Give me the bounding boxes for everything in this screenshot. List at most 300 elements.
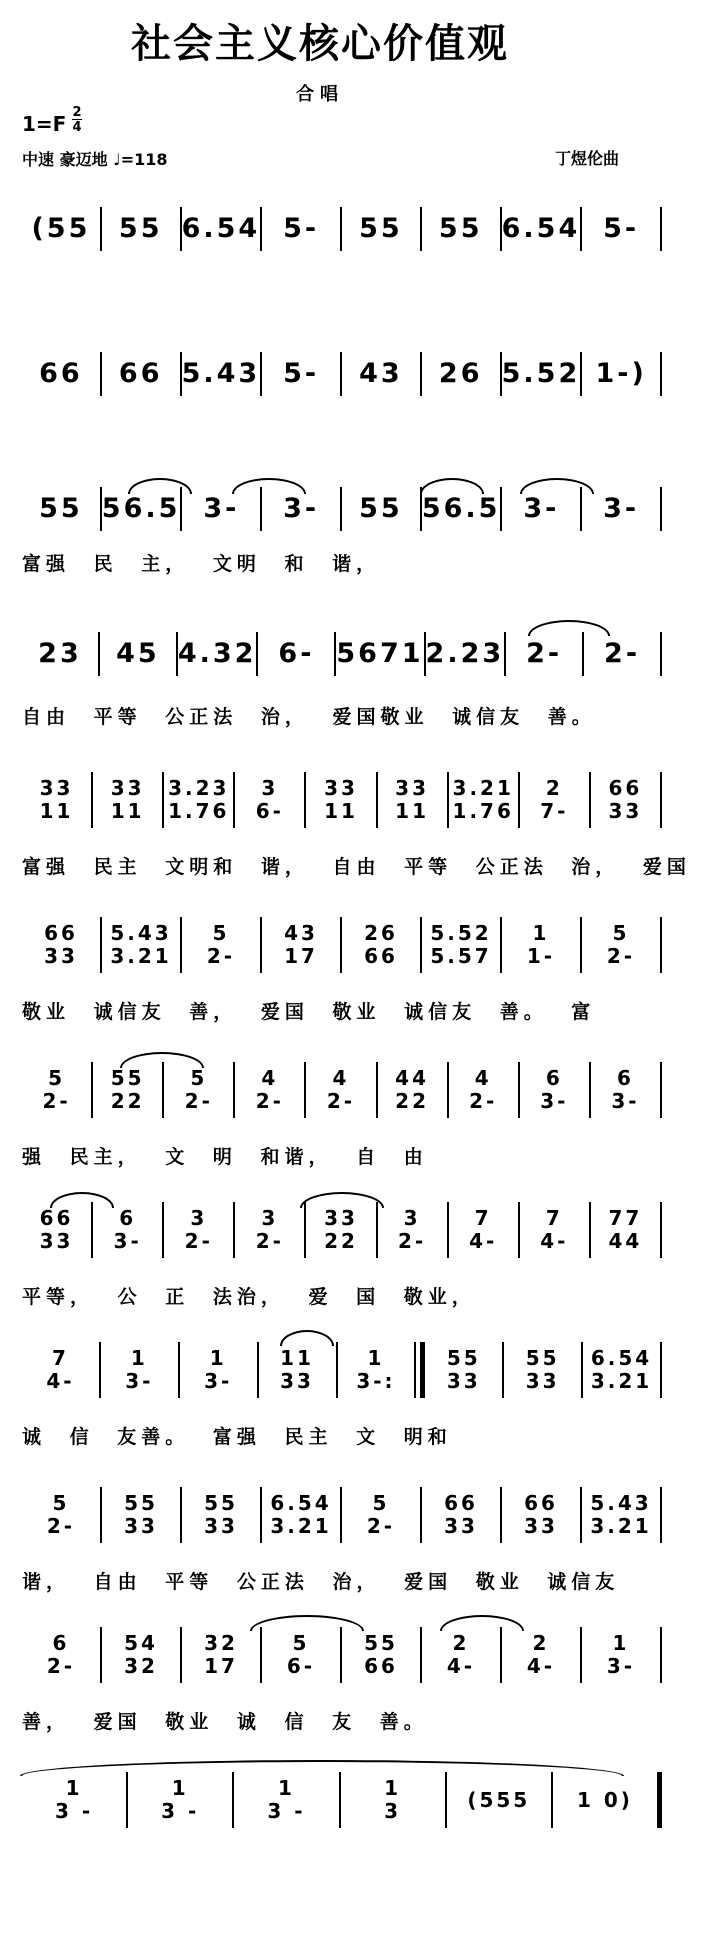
lower-voice-notes: 11 <box>395 799 430 823</box>
upper-voice-notes: 55 <box>204 1491 238 1515</box>
lower-voice-notes: 3- <box>540 1089 569 1113</box>
lower-voice-notes: 2- <box>46 1654 76 1678</box>
upper-voice-notes: 7 <box>51 1346 69 1370</box>
barline <box>660 352 662 396</box>
lower-voice-notes: 3.21 <box>110 944 172 968</box>
upper-voice-notes: 1 <box>171 1776 189 1800</box>
measure <box>422 213 500 244</box>
measure <box>502 493 580 524</box>
measure <box>336 638 424 669</box>
measure <box>553 1789 657 1812</box>
lower-voice-notes: 17 <box>284 944 318 968</box>
measure <box>501 213 581 244</box>
measure <box>182 1492 260 1538</box>
lower-voice-notes: 66 <box>364 1654 398 1678</box>
lower-voice-notes: 2- <box>397 1229 427 1253</box>
measure <box>102 358 180 389</box>
lower-voice-notes: 11 <box>110 799 145 823</box>
measure <box>338 1347 415 1393</box>
measure <box>182 922 260 968</box>
notation-line <box>22 915 662 975</box>
lower-voice-notes: 33 <box>44 944 78 968</box>
upper-voice-notes: 3- <box>603 493 640 524</box>
lyric-line: 强 民主， 文 明 和谐， 自 由 <box>22 1146 428 1168</box>
barline <box>660 487 662 531</box>
upper-voice-notes: 6 <box>52 1631 70 1655</box>
measure <box>22 1067 91 1113</box>
notation-line <box>22 1200 662 1260</box>
lyric-line: 平等， 公 正 法治， 爱 国 敬业， <box>22 1286 476 1308</box>
measure <box>101 493 181 524</box>
upper-voice-notes: 5 <box>612 921 630 945</box>
measure <box>582 1492 660 1538</box>
upper-voice-notes: 5 <box>52 1491 70 1515</box>
upper-voice-notes: 5.52 <box>430 921 492 945</box>
measure <box>102 1632 180 1678</box>
barline <box>660 632 662 676</box>
upper-voice-notes: 66 <box>524 1491 558 1515</box>
measure <box>22 358 100 389</box>
upper-voice-notes: 6 <box>545 1066 563 1090</box>
measure <box>504 1347 581 1393</box>
upper-voice-notes: 1 <box>384 1776 402 1800</box>
upper-voice-notes: 55 <box>118 213 163 244</box>
measure <box>93 777 162 823</box>
measure <box>306 1067 375 1113</box>
lower-voice-notes: 3 - <box>54 1799 94 1823</box>
lower-voice-notes: 2- <box>366 1514 396 1538</box>
notation-line <box>22 1625 662 1685</box>
upper-voice-notes: 5 <box>372 1491 390 1515</box>
measure <box>262 358 340 389</box>
upper-voice-notes: 55 <box>525 1346 560 1370</box>
upper-voice-notes: 3 <box>190 1206 208 1230</box>
notation-line <box>22 1770 662 1830</box>
slur-mark <box>128 478 192 494</box>
notation-line <box>22 350 662 398</box>
measure <box>341 1777 445 1823</box>
time-signature <box>72 106 82 134</box>
lower-voice-notes: 3 <box>384 1799 402 1823</box>
measure <box>164 1207 233 1253</box>
measure <box>422 922 500 968</box>
lower-voice-notes: 3 - <box>267 1799 306 1823</box>
barline <box>660 1627 662 1683</box>
upper-voice-notes: 5 <box>190 1066 208 1090</box>
barline <box>660 917 662 973</box>
measure <box>582 1632 660 1678</box>
lower-voice-notes: 4- <box>540 1229 569 1253</box>
lower-voice-notes: 4- <box>46 1369 75 1393</box>
upper-voice-notes: 6.54 <box>590 1346 653 1370</box>
barline <box>660 1487 662 1543</box>
upper-voice-notes: 5- <box>283 213 320 244</box>
measure <box>449 1067 518 1113</box>
upper-voice-notes: 3 <box>403 1206 421 1230</box>
lower-voice-notes: 2- <box>46 1514 76 1538</box>
measure <box>102 1492 180 1538</box>
upper-voice-notes: 5 <box>212 921 230 945</box>
upper-voice-notes: 3- <box>523 493 560 524</box>
upper-voice-notes: 5- <box>283 358 320 389</box>
lower-voice-notes: 66 <box>364 944 398 968</box>
lower-voice-notes: 4- <box>526 1654 556 1678</box>
upper-voice-notes: 7 <box>474 1206 492 1230</box>
upper-voice-notes: 77 <box>608 1206 643 1230</box>
upper-voice-notes: 55 <box>438 213 483 244</box>
lower-voice-notes: 3- <box>204 1369 233 1393</box>
measure <box>378 1067 447 1113</box>
lower-voice-notes: 11 <box>39 799 74 823</box>
measure <box>582 213 660 244</box>
upper-voice-notes: 6.54 <box>270 1491 332 1515</box>
barline <box>414 1342 425 1398</box>
lower-voice-notes: 6- <box>255 799 284 823</box>
measure <box>342 358 420 389</box>
measure <box>422 1492 500 1538</box>
upper-voice-notes: 1-) <box>595 358 647 389</box>
measure <box>262 1492 340 1538</box>
measure <box>378 777 447 823</box>
upper-voice-notes: 5 <box>292 1631 310 1655</box>
measure <box>502 922 580 968</box>
time-signature-numerator: 2 <box>72 105 82 120</box>
measure <box>235 777 304 823</box>
upper-voice-notes: 3 <box>261 776 279 800</box>
lower-voice-notes: 1- <box>526 944 556 968</box>
measure <box>421 493 501 524</box>
lower-voice-notes: 33 <box>524 1514 558 1538</box>
measure <box>22 1207 91 1253</box>
lower-voice-notes: 4- <box>446 1654 476 1678</box>
measure <box>582 922 660 968</box>
upper-voice-notes: 6 <box>616 1066 634 1090</box>
lower-voice-notes: 7- <box>540 799 569 823</box>
measure <box>591 777 660 823</box>
upper-voice-notes: 2 <box>545 776 563 800</box>
lyric-line: 敬业 诚信友 善， 爱国 敬业 诚信友 善。 富 <box>22 1001 596 1023</box>
lower-voice-notes: 1.76 <box>452 799 514 823</box>
measure <box>582 358 660 389</box>
lower-voice-notes: 3- <box>606 1654 636 1678</box>
upper-voice-notes: 33 <box>324 1206 358 1230</box>
upper-voice-notes: 1 <box>367 1346 385 1370</box>
upper-voice-notes: 6.54 <box>501 213 581 244</box>
slur-mark <box>50 1192 114 1208</box>
upper-voice-notes: 23 <box>38 638 82 669</box>
lower-voice-notes: 2- <box>42 1089 71 1113</box>
upper-voice-notes: 4 <box>332 1066 350 1090</box>
measure <box>582 493 660 524</box>
upper-voice-notes: 1 0) <box>576 1787 633 1812</box>
upper-voice-notes: 4 <box>261 1066 279 1090</box>
lower-voice-notes: 33 <box>280 1369 314 1393</box>
notation-line <box>22 1060 662 1120</box>
measure <box>180 1347 257 1393</box>
measure <box>584 638 660 669</box>
lower-voice-notes: 1.76 <box>168 799 230 823</box>
time-signature-denominator: 4 <box>72 120 82 135</box>
upper-voice-notes: 3- <box>203 493 240 524</box>
lower-voice-notes: 3.21 <box>590 1369 653 1393</box>
measure <box>22 638 98 669</box>
upper-voice-notes: 1 <box>532 921 550 945</box>
upper-voice-notes: 55 <box>124 1491 158 1515</box>
notation-line <box>22 205 662 253</box>
lower-voice-notes: 33 <box>204 1514 238 1538</box>
lower-voice-notes: 3-: <box>356 1369 396 1393</box>
upper-voice-notes: 5671 <box>336 638 424 669</box>
lower-voice-notes: 17 <box>204 1654 238 1678</box>
barline <box>660 207 662 251</box>
composer-credit: 丁煜伦曲 <box>555 149 620 168</box>
upper-voice-notes: (555 <box>467 1787 531 1812</box>
measure <box>262 493 340 524</box>
upper-voice-notes: 3- <box>283 493 320 524</box>
notation-line <box>22 1485 662 1545</box>
measure <box>449 1207 518 1253</box>
measure <box>506 638 582 669</box>
song-subtitle: 合唱 <box>296 84 344 105</box>
measure <box>22 1347 99 1393</box>
lyric-line: 诚 信 友善。 富强 民主 文 明和 <box>22 1426 452 1448</box>
notation-line <box>22 770 662 830</box>
slur-mark <box>528 620 610 636</box>
lower-voice-notes: 3- <box>113 1229 142 1253</box>
measure <box>306 777 375 823</box>
upper-voice-notes: 6.54 <box>181 213 261 244</box>
key-signature: 1=F <box>22 112 67 136</box>
lower-voice-notes: 33 <box>444 1514 478 1538</box>
measure <box>93 1207 162 1253</box>
measure <box>342 213 420 244</box>
measure <box>501 358 581 389</box>
slur-mark <box>232 478 306 494</box>
measure <box>22 213 100 244</box>
upper-voice-notes: 54 <box>124 1631 158 1655</box>
upper-voice-notes: 2- <box>604 638 641 669</box>
measure <box>262 922 340 968</box>
measure <box>128 1777 232 1823</box>
measure <box>22 1777 126 1823</box>
lower-voice-notes: 6- <box>286 1654 316 1678</box>
upper-voice-notes: 5.43 <box>110 921 172 945</box>
upper-voice-notes: 1 <box>209 1346 227 1370</box>
measure <box>449 777 518 823</box>
lower-voice-notes: 33 <box>608 799 643 823</box>
measure <box>102 213 180 244</box>
measure <box>520 777 589 823</box>
upper-voice-notes: 45 <box>116 638 160 669</box>
measure <box>22 493 100 524</box>
slur-mark <box>250 1615 364 1631</box>
slur-mark <box>300 1192 384 1208</box>
upper-voice-notes: 2- <box>526 638 563 669</box>
measure <box>342 493 420 524</box>
lower-voice-notes: 32 <box>124 1654 158 1678</box>
upper-voice-notes: 4 <box>474 1066 492 1090</box>
measure <box>425 1347 502 1393</box>
lower-voice-notes: 33 <box>39 1229 74 1253</box>
measure <box>502 1632 580 1678</box>
lower-voice-notes: 2- <box>255 1229 284 1253</box>
lower-voice-notes: 11 <box>324 799 358 823</box>
measure <box>258 638 334 669</box>
lyric-line: 善， 爱国 敬业 诚 信 友 善。 <box>22 1711 428 1733</box>
slur-mark <box>440 1615 524 1631</box>
upper-voice-notes: 55 <box>110 1066 145 1090</box>
slur-mark <box>420 478 484 494</box>
lower-voice-notes: 33 <box>446 1369 481 1393</box>
lower-voice-notes: 22 <box>324 1229 358 1253</box>
lower-voice-notes: 3 - <box>161 1799 200 1823</box>
measure <box>93 1067 162 1113</box>
measure <box>591 1207 660 1253</box>
slur-mark <box>520 478 594 494</box>
measure <box>22 922 100 968</box>
slur-mark <box>280 1330 334 1346</box>
upper-voice-notes: 66 <box>39 358 83 389</box>
upper-voice-notes: 4.32 <box>177 638 257 669</box>
lyric-line: 谐， 自由 平等 公正法 治， 爱国 敬业 诚信友 <box>22 1571 620 1593</box>
lower-voice-notes: 2- <box>326 1089 356 1113</box>
lower-voice-notes: 5.57 <box>430 944 492 968</box>
lower-voice-notes: 44 <box>608 1229 643 1253</box>
upper-voice-notes: 3.21 <box>452 776 514 800</box>
upper-voice-notes: 66 <box>608 776 643 800</box>
measure <box>342 922 420 968</box>
upper-voice-notes: 6- <box>278 638 315 669</box>
measure <box>22 1492 100 1538</box>
lyric-line: 富强 民主 文明和 谐， 自由 平等 公正法 治， 爱国 <box>22 856 691 878</box>
upper-voice-notes: 55 <box>359 213 403 244</box>
lower-voice-notes: 22 <box>395 1089 430 1113</box>
measure <box>520 1067 589 1113</box>
measure <box>22 1632 100 1678</box>
upper-voice-notes: 1 <box>65 1776 83 1800</box>
measure <box>100 638 176 669</box>
measure <box>342 1492 420 1538</box>
upper-voice-notes: 66 <box>39 1206 74 1230</box>
upper-voice-notes: 32 <box>204 1631 238 1655</box>
barline <box>657 1772 662 1828</box>
measure <box>102 922 180 968</box>
measure <box>262 1632 340 1678</box>
measure <box>181 213 261 244</box>
lower-voice-notes: 33 <box>525 1369 560 1393</box>
upper-voice-notes: 11 <box>280 1346 314 1370</box>
upper-voice-notes: 3 <box>261 1206 279 1230</box>
tempo-marking: 中速 豪迈地 ♩=118 <box>22 150 168 169</box>
upper-voice-notes: 66 <box>118 358 163 389</box>
measure <box>502 1492 580 1538</box>
lower-voice-notes: 33 <box>124 1514 158 1538</box>
upper-voice-notes: 2 <box>532 1631 550 1655</box>
measure <box>378 1207 447 1253</box>
upper-voice-notes: 55 <box>39 493 83 524</box>
upper-voice-notes: 43 <box>359 358 403 389</box>
upper-voice-notes: 3.23 <box>168 776 230 800</box>
measure <box>262 213 340 244</box>
upper-voice-notes: 5 <box>48 1066 66 1090</box>
upper-voice-notes: 66 <box>44 921 78 945</box>
upper-voice-notes: 1 <box>612 1631 630 1655</box>
notation-line <box>22 630 662 678</box>
measure <box>22 777 91 823</box>
measure <box>342 1632 420 1678</box>
upper-voice-notes: 5- <box>603 213 640 244</box>
upper-voice-notes: 1 <box>130 1346 148 1370</box>
upper-voice-notes: 1 <box>277 1776 295 1800</box>
measure <box>306 1207 375 1253</box>
lower-voice-notes: 3.21 <box>590 1514 652 1538</box>
measure <box>235 1207 304 1253</box>
upper-voice-notes: 33 <box>39 776 74 800</box>
upper-voice-notes: 56.5 <box>421 493 501 524</box>
song-title: 社会主义核心价值观 <box>131 20 509 67</box>
upper-voice-notes: 56.5 <box>101 493 181 524</box>
measure <box>422 358 500 389</box>
lower-voice-notes: 2- <box>206 944 236 968</box>
measure <box>520 1207 589 1253</box>
lower-voice-notes: 2- <box>184 1089 213 1113</box>
upper-voice-notes: 33 <box>324 776 358 800</box>
lyric-line: 自由 平等 公正法 治， 爱国敬业 诚信友 善。 <box>22 706 596 728</box>
upper-voice-notes: 55 <box>364 1631 398 1655</box>
upper-voice-notes: 43 <box>284 921 318 945</box>
upper-voice-notes: 5.43 <box>590 1491 652 1515</box>
lower-voice-notes: 22 <box>110 1089 145 1113</box>
barline <box>660 1062 662 1118</box>
lower-voice-notes: 4- <box>469 1229 498 1253</box>
measure <box>447 1789 551 1812</box>
upper-voice-notes: 55 <box>446 1346 481 1370</box>
lower-voice-notes: 2- <box>469 1089 498 1113</box>
measure <box>182 493 260 524</box>
measure <box>422 1632 500 1678</box>
lower-voice-notes: 3- <box>611 1089 640 1113</box>
lower-voice-notes: 2- <box>606 944 636 968</box>
measure <box>177 638 257 669</box>
upper-voice-notes: (55 <box>31 213 91 244</box>
lower-voice-notes: 3- <box>125 1369 154 1393</box>
upper-voice-notes: 33 <box>110 776 145 800</box>
measure <box>234 1777 338 1823</box>
upper-voice-notes: 55 <box>359 493 403 524</box>
upper-voice-notes: 6 <box>119 1206 137 1230</box>
measure <box>583 1347 660 1393</box>
barline <box>660 1202 662 1258</box>
measure <box>181 358 261 389</box>
measure <box>591 1067 660 1113</box>
upper-voice-notes: 66 <box>444 1491 478 1515</box>
lower-voice-notes: 2- <box>255 1089 284 1113</box>
slur-mark <box>20 1760 624 1776</box>
measure <box>425 638 505 669</box>
upper-voice-notes: 26 <box>438 358 483 389</box>
measure <box>101 1347 178 1393</box>
measure <box>164 1067 233 1113</box>
upper-voice-notes: 2 <box>452 1631 470 1655</box>
measure <box>235 1067 304 1113</box>
upper-voice-notes: 7 <box>545 1206 563 1230</box>
measure <box>259 1347 336 1393</box>
barline <box>660 1342 662 1398</box>
upper-voice-notes: 2.23 <box>425 638 505 669</box>
barline <box>660 772 662 828</box>
upper-voice-notes: 33 <box>395 776 430 800</box>
notation-line <box>22 1340 662 1400</box>
